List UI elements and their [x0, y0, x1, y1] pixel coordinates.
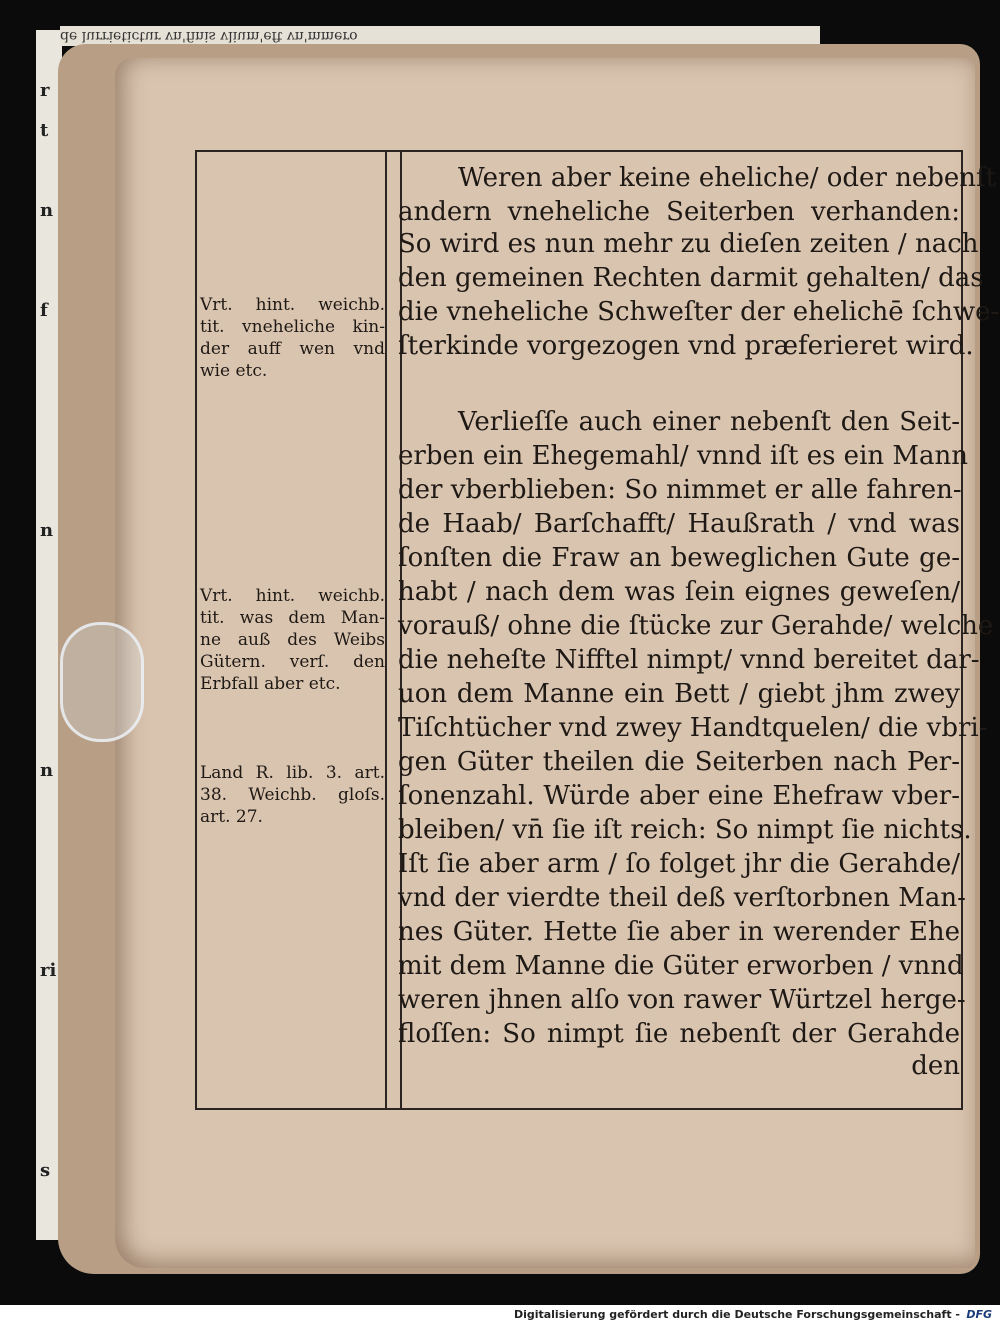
text-line: bleiben/ vn̄ ſie iſt reich: So nimpt ſie nichts.	[398, 815, 972, 845]
text-line: erben ein Ehegemahl/ vnnd iſt es ein Mann	[398, 441, 969, 471]
margin-note-line: art. 27.	[200, 807, 263, 827]
strip-glyph: t	[40, 120, 49, 141]
text-line: Verlieſſe auch einer nebenſt den Seit-	[458, 407, 960, 437]
margin-note-line: Gütern. verſ. den	[200, 652, 385, 672]
text-line: gen Güter theilen die Seiterben nach Per-	[398, 747, 960, 777]
margin-note-line: Land R. lib. 3. art.	[200, 763, 385, 783]
text-line: So wird es nun mehr zu dieſen zeiten / nach	[398, 229, 979, 259]
text-line: vnd der vierdte theil deß verſtorbnen Man-	[398, 883, 966, 913]
margin-column-rule	[385, 150, 387, 1110]
text-line: uon dem Manne ein Bett / giebt jhm zwey	[398, 679, 960, 709]
strip-glyph: s	[40, 1160, 51, 1181]
margin-note-line: Vrt. hint. weichb.	[200, 295, 385, 315]
text-line: mit dem Manne die Güter erworben / vnnd	[398, 951, 964, 981]
text-line: der vberblieben: So nimmet er alle fahren-	[398, 475, 962, 505]
paper-clip	[60, 622, 144, 742]
strip-glyph: r	[40, 80, 50, 101]
text-line: ſterkinde vorgezogen vnd præferieret wird.	[398, 331, 974, 361]
text-line: ſonenzahl. Würde aber eine Ehefraw vber-	[398, 781, 960, 811]
text-line: ſonſten die Fraw an beweglichen Gute ge-	[398, 543, 960, 573]
text-line: weren jhnen alſo von rawer Würtzel herge-	[398, 985, 966, 1015]
text-line: den gemeinen Rechten darmit gehalten/ das	[398, 263, 984, 293]
text-line: floſſen: So nimpt ſie nebenſt der Gerahde	[398, 1019, 960, 1049]
mirrored-top-strip: de lurrietictur vn'finis vlium'eft vn'mmero	[60, 26, 820, 46]
text-line: nes Güter. Hette ſie aber in werender Ehe	[398, 917, 960, 947]
footer-credit: Digitalisierung gefördert durch die Deutsche Forschungsgemeinschaft -	[513, 1308, 960, 1321]
text-line: habt / nach dem was ſein eignes geweſen/	[398, 577, 960, 607]
strip-glyph: ri	[40, 960, 57, 981]
margin-note-line: ne auß des Weibs	[200, 630, 385, 650]
text-line: de Haab/ Barſchafft/ Haußrath / vnd was	[398, 509, 960, 539]
text-line: Iſt ſie aber arm / ſo folget jhr die Gerahde/	[398, 849, 960, 879]
footer-bar	[0, 1305, 1000, 1325]
margin-note-line: 38. Weichb. gloſs.	[200, 785, 385, 805]
margin-note-line: tit. vneheliche kin-	[200, 317, 385, 337]
text-line: vorauß/ ohne die ſtücke zur Gerahde/ welche	[398, 611, 994, 641]
margin-note-line: wie etc.	[200, 361, 268, 381]
text-line: die vneheliche Schweſter der ehelichē ſchwe-	[398, 297, 1000, 327]
strip-glyph: n	[40, 520, 54, 541]
text-line: die neheſte Nifftel nimpt/ vnnd bereitet dar-	[398, 645, 980, 675]
margin-note-line: der auff wen vnd	[200, 339, 385, 359]
text-line: Weren aber keine eheliche/ oder nebenſt	[458, 163, 997, 193]
margin-note-line: tit. was dem Man-	[200, 608, 385, 628]
text-line: den	[911, 1051, 960, 1081]
strip-glyph: n	[40, 200, 54, 221]
text-line: andern vneheliche Seiterben verhanden:	[398, 197, 960, 227]
strip-glyph: n	[40, 760, 54, 781]
strip-glyph: f	[40, 300, 48, 321]
dfg-logo: DFG	[966, 1308, 992, 1321]
margin-note-line: Erbfall aber etc.	[200, 674, 341, 694]
margin-note-line: Vrt. hint. weichb.	[200, 586, 385, 606]
text-line: Tiſchtücher vnd zwey Handtquelen/ die vbri-	[398, 713, 988, 743]
